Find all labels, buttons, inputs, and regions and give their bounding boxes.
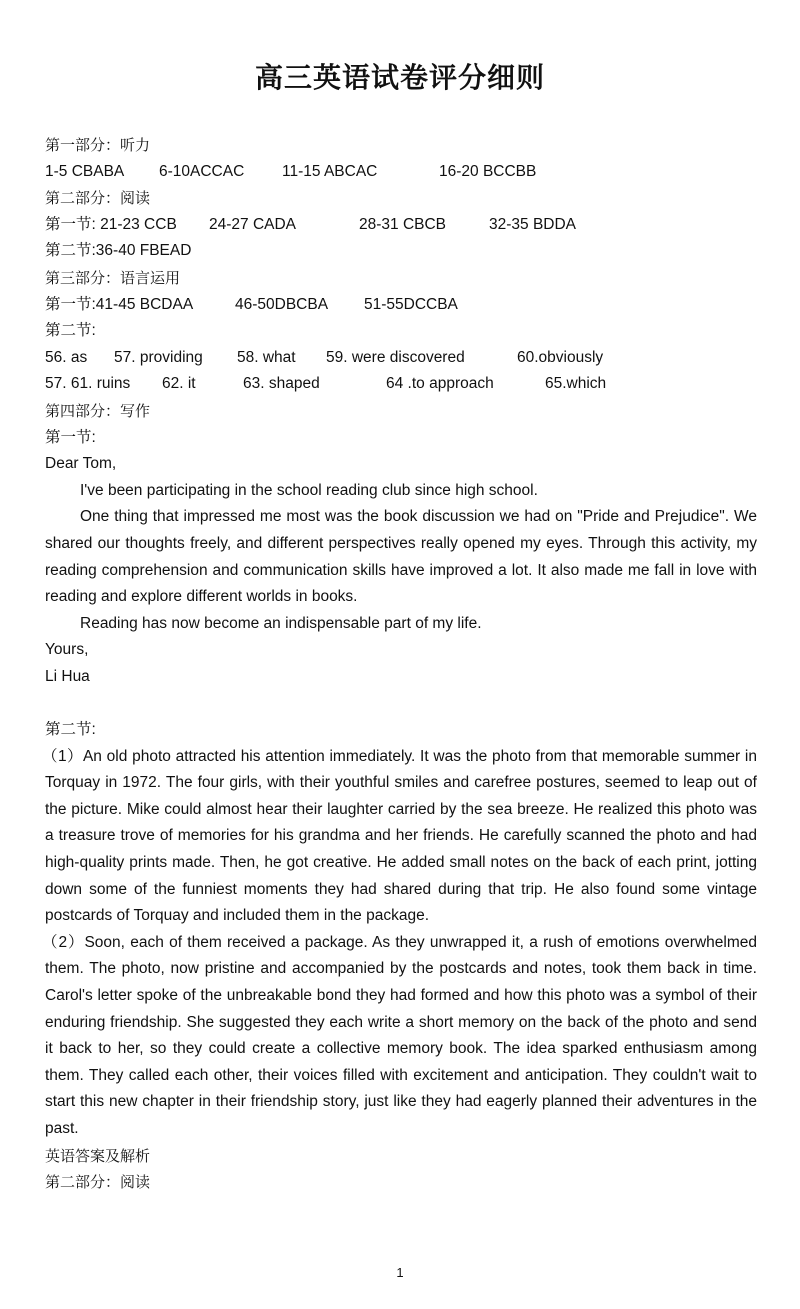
document-body [42, 132, 757, 1196]
part4-sec2-heading: 第二节: [45, 721, 96, 739]
letter-paragraph: I've been participating in the school reading club since high school. [80, 481, 538, 499]
part3-sec2-heading: 第二节: [45, 322, 96, 340]
answer-item: 65.which [545, 375, 607, 393]
answer-item: 57. 61. ruins [45, 375, 131, 393]
answer-item: 58. what [237, 348, 296, 366]
answer-group: 11-15 ABCAC [282, 162, 378, 180]
spacer [45, 690, 757, 717]
answer-group: 51-55DCCBA [364, 295, 458, 313]
analysis-part2-heading: 第二部分：阅读 [45, 1173, 151, 1192]
letter-closing: Yours, [45, 641, 89, 659]
answer-item: 62. it [162, 375, 196, 393]
essay-paragraph: （2）Soon, each of them received a package. As they unwrapped it, a rush of emotions overwhelmed them. The photo, now pristine and accompanied by the postcards and notes, took them back in time. Carol's letter spoke of the unbreakable bond they had formed and how this photo was a symbol of their enduring friendship. She suggested they each write a short memory on the back of the photo and send it back to her, so they could create a collective memory book. The idea sparked enthusiasm among them. They called each other, their voices filled with excitement and anticipation. They couldn't wait to start this new chapter in their friendship story, just like they had eagerly planned their adventures in the past. [42, 933, 757, 1137]
page-title: 高三英语试卷评分细则 [254, 61, 545, 94]
essay-paragraph: （1）An old photo attracted his attention immediately. It was the photo from that memorable summer in Torquay in 1972. The four girls, with their youthful smiles and carefree postures, seemed to leap out of the picture. Mike could almost hear their laughter carried by the sea breeze. He realized this photo was a treasure trove of memories for his grandma and her friends. He carefully scanned the photo and had high-quality prints made. Then, he got creative. He added small notes on the back of each print, jotting down some of the funniest moments they had shared during that trip. He also found some vintage postcards of Torquay and included them in the package. [42, 747, 757, 925]
part3-answers-row1 [45, 345, 757, 372]
answer-item: 64 .to approach [386, 375, 494, 393]
answer-item: 56. as [45, 348, 88, 366]
analysis-heading: 英语答案及解析 [45, 1146, 151, 1165]
answer-item: 57. providing [114, 348, 203, 366]
part2-sec1-answers [45, 212, 757, 239]
answer-group: 28-31 CBCB [359, 215, 447, 233]
answer-group: 6-10ACCAC [159, 162, 245, 180]
part3-heading: 第三部分：语言运用 [45, 268, 181, 287]
answer-group: 1-5 CBABA [45, 162, 125, 180]
letter-paragraph: Reading has now become an indispensable part of my life. [80, 614, 482, 632]
part4-heading: 第四部分：写作 [45, 401, 151, 420]
part2-sec2-answers: 第二节:36-40 FBEAD [45, 242, 192, 260]
answer-group: 32-35 BDDA [489, 215, 577, 233]
answer-item: 63. shaped [243, 375, 320, 393]
answer-group: 第一节:41-45 BCDAA [45, 295, 194, 313]
answer-group: 第一节: 21-23 CCB [45, 215, 177, 233]
letter-greeting: Dear Tom, [45, 455, 117, 473]
answer-item: 59. were discovered [326, 348, 465, 366]
part4-sec1-heading: 第一节: [45, 428, 96, 446]
part3-sec1-answers [45, 292, 757, 319]
part1-heading: 第一部分：听力 [45, 136, 151, 154]
part1-answers [45, 159, 757, 186]
letter-signature: Li Hua [45, 667, 90, 685]
answer-item: 60.obviously [517, 348, 604, 366]
answer-group: 16-20 BCCBB [439, 162, 537, 180]
answer-group: 24-27 CADA [209, 215, 297, 233]
page-number: 1 [396, 1265, 404, 1280]
part2-heading: 第二部分：阅读 [45, 189, 151, 208]
letter-paragraph: One thing that impressed me most was the book discussion we had on "Pride and Prejudice". We shared our thoughts freely, and different perspectives really opened my eyes. Through this activity, my reading comprehension and communication skills have improved a lot. It also made me fall in love with reading and explore different worlds in books. [45, 508, 757, 606]
part3-answers-row2 [45, 371, 757, 398]
answer-group: 46-50DBCBA [235, 295, 329, 313]
